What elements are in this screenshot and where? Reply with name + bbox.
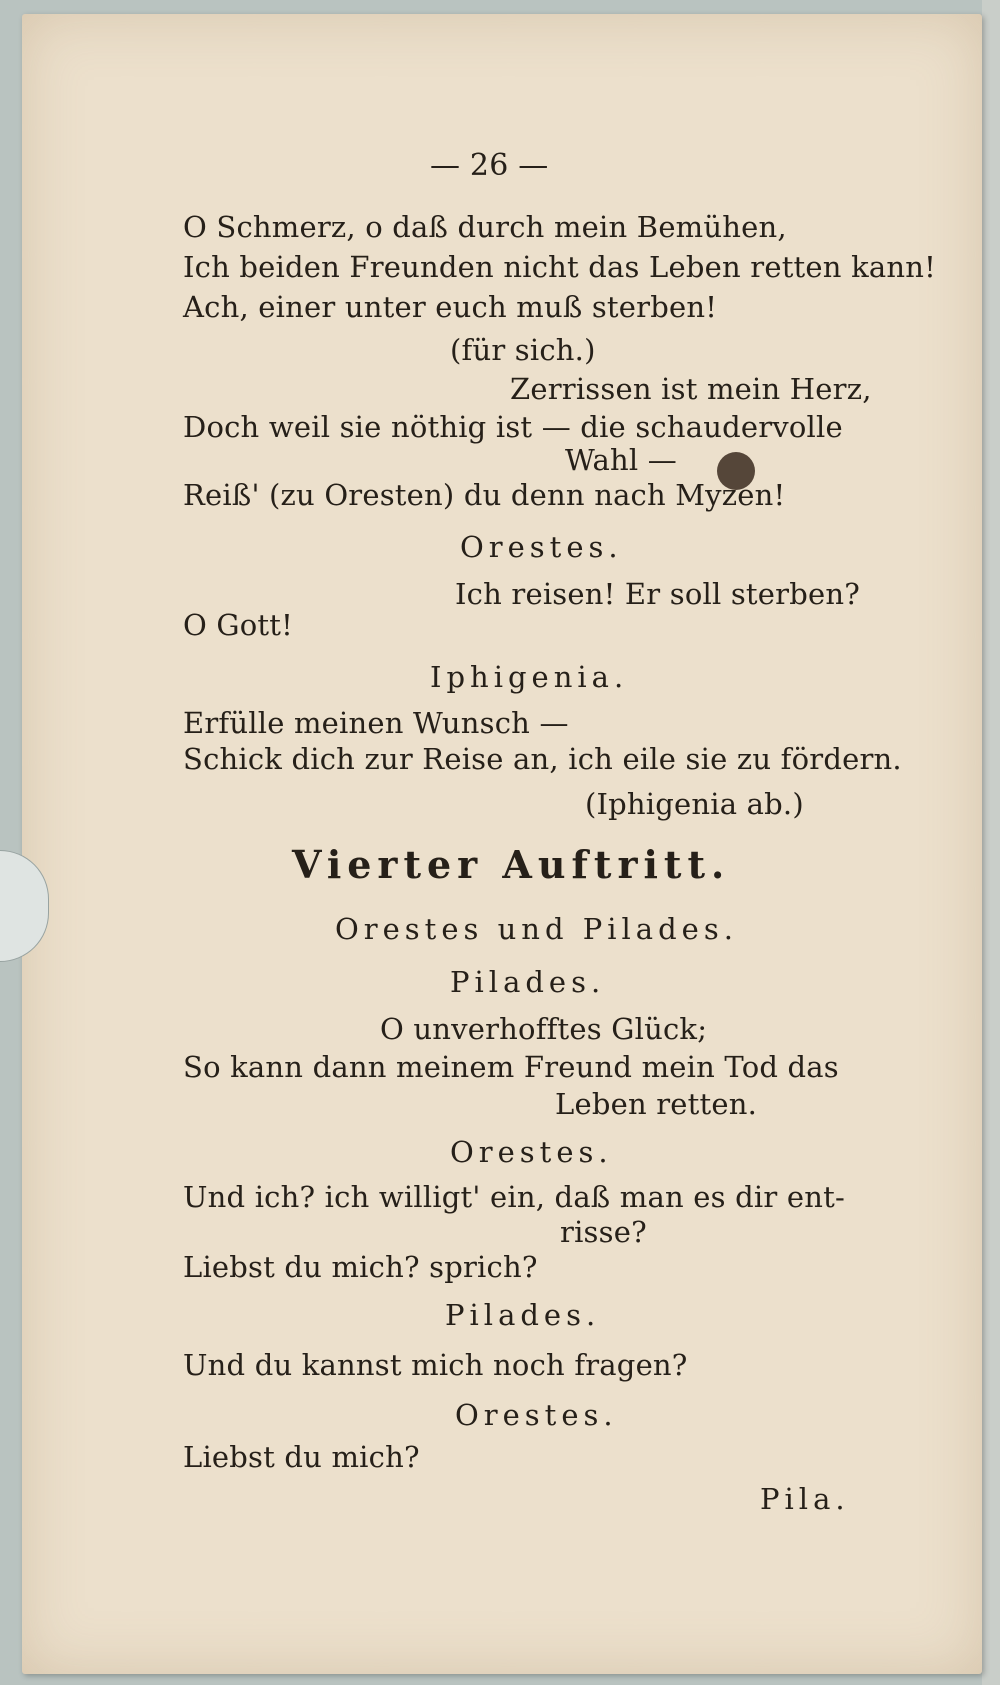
- speaker-name: Pilades.: [445, 1298, 601, 1332]
- scene-heading: Vierter Auftritt.: [292, 842, 731, 887]
- text-line: Ich beiden Freunden nicht das Leben retten kann!: [183, 250, 936, 284]
- speaker-name: Pilades.: [450, 965, 606, 999]
- stage-direction: (Iphigenia ab.): [585, 787, 804, 821]
- text-line: Doch weil sie nöthig ist — die schaudervolle: [183, 410, 843, 444]
- text-line: O unverhofftes Glück;: [380, 1012, 708, 1046]
- speaker-name: Orestes.: [455, 1398, 618, 1432]
- text-line: So kann dann meinem Freund mein Tod das: [183, 1050, 839, 1084]
- speaker-name: Orestes.: [450, 1135, 613, 1169]
- text-line: Schick dich zur Reise an, ich eile sie zu fördern.: [183, 742, 902, 776]
- text-line: O Gott!: [183, 608, 293, 642]
- page-number: — 26 —: [430, 148, 549, 183]
- text-line: Und du kannst mich noch fragen?: [183, 1348, 688, 1382]
- text-line: Erfülle meinen Wunsch —: [183, 706, 569, 740]
- text-line: Reiß' (zu Oresten) du denn nach Myzen!: [183, 478, 786, 512]
- text-line: Ich reisen! Er soll sterben?: [455, 577, 860, 611]
- text-line: Ach, einer unter euch muß sterben!: [183, 290, 718, 324]
- text-line: Liebst du mich?: [183, 1440, 420, 1474]
- text-line: Und ich? ich willigt' ein, daß man es dir ent-: [183, 1180, 845, 1214]
- speaker-name: Orestes.: [460, 530, 623, 564]
- text-line: Wahl —: [565, 443, 677, 477]
- text-line: O Schmerz, o daß durch mein Bemühen,: [183, 210, 787, 244]
- text-line: Leben retten.: [555, 1087, 758, 1121]
- text-line: risse?: [560, 1215, 647, 1249]
- text-line: Zerrissen ist mein Herz,: [510, 372, 872, 406]
- characters-line: Orestes und Pilades.: [335, 912, 738, 946]
- text-line: Liebst du mich? sprich?: [183, 1250, 538, 1284]
- catchword: Pila.: [760, 1482, 850, 1516]
- background-edge: [982, 0, 1000, 1685]
- stage-direction: (für sich.): [450, 333, 596, 367]
- speaker-name: Iphigenia.: [430, 660, 629, 694]
